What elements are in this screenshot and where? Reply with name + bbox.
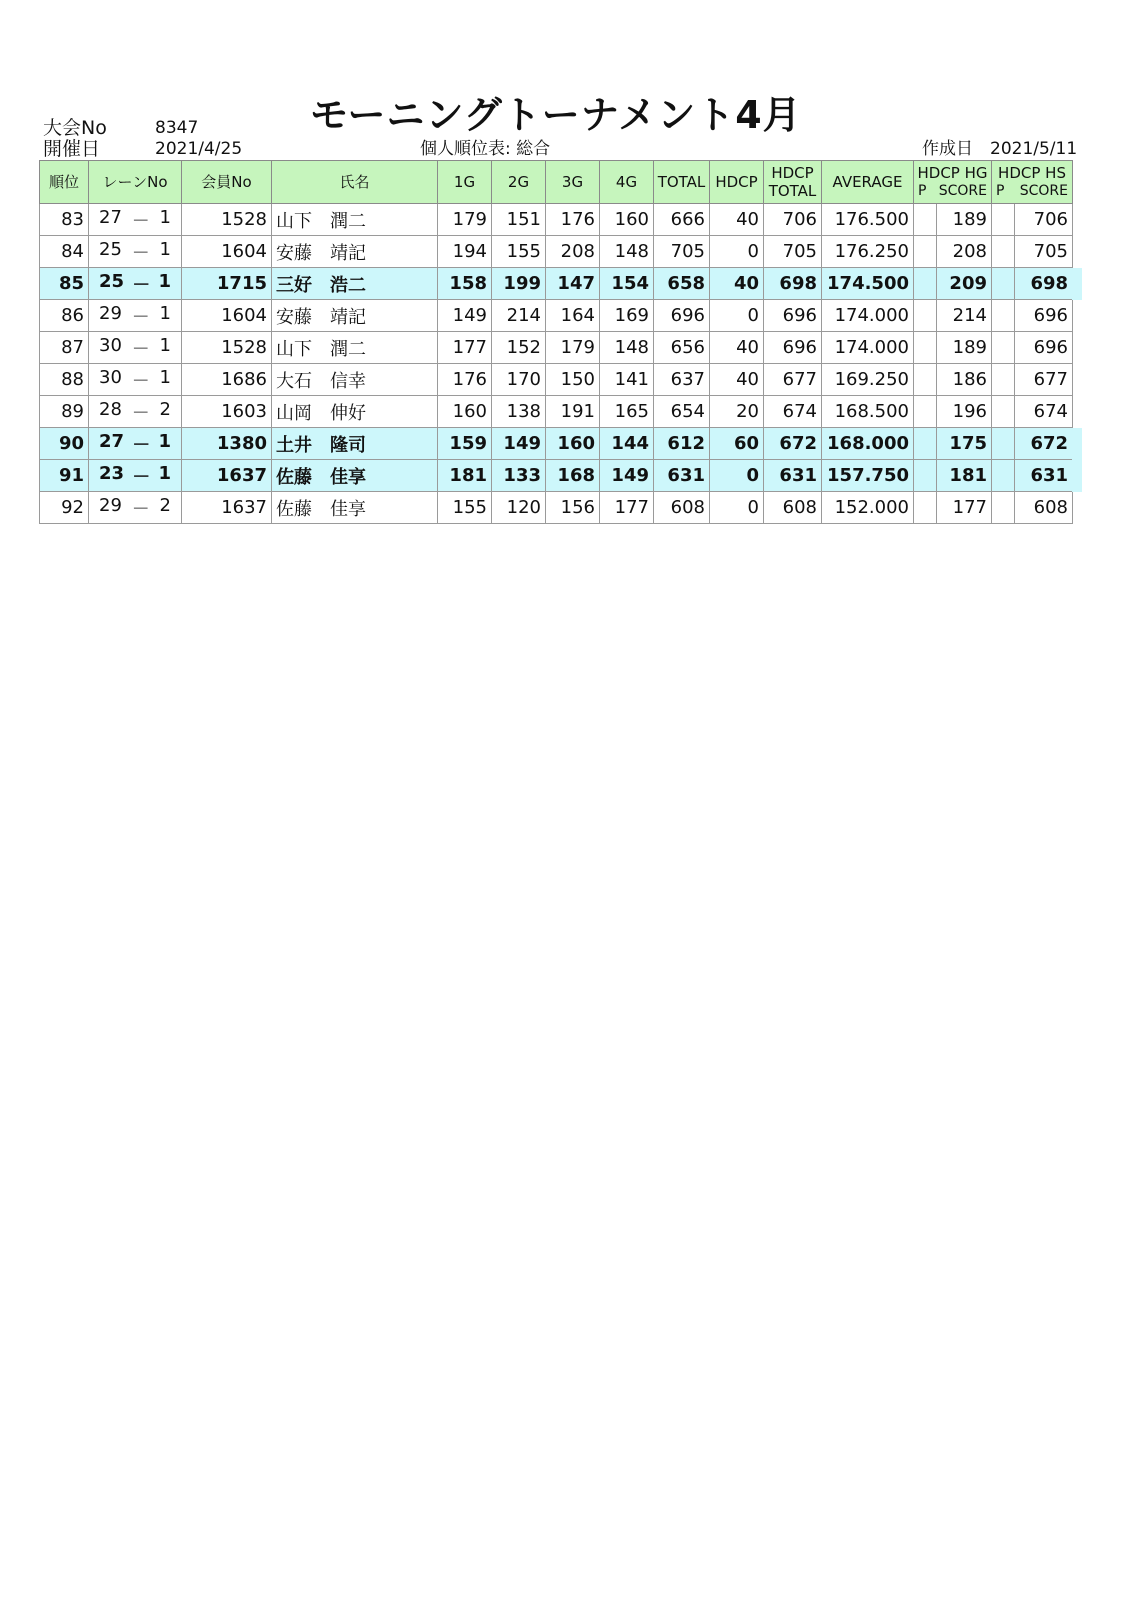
game3-cell: 156 [546, 492, 600, 524]
game2-cell: 214 [492, 300, 546, 332]
member-no-cell: 1686 [182, 364, 272, 396]
lane-separator: － [132, 274, 151, 296]
hg-score-cell: 181 [937, 460, 992, 492]
col-2g: 2G [492, 161, 546, 204]
col-hdcp-hg-top: HDCP HG [917, 164, 988, 182]
rank-cell: 86 [40, 300, 89, 332]
lane-position: 1 [159, 366, 171, 388]
player-name-cell: 安藤 靖記 [272, 300, 438, 332]
lane-position: 1 [159, 334, 171, 356]
player-name-cell: 佐藤 佳享 [272, 460, 438, 492]
lane-position: 1 [158, 462, 171, 484]
game3-cell: 150 [546, 364, 600, 396]
game3-cell: 179 [546, 332, 600, 364]
game2-cell: 149 [492, 428, 546, 460]
rank-cell: 90 [40, 428, 89, 460]
lane-number: 25 [99, 238, 122, 260]
col-rank: 順位 [40, 161, 89, 204]
member-no-cell: 1715 [182, 268, 272, 300]
hg-p-cell [914, 268, 937, 300]
rank-cell: 85 [40, 268, 89, 300]
game2-cell: 138 [492, 396, 546, 428]
game4-cell: 144 [600, 428, 654, 460]
date-label: 開催日 [43, 138, 101, 160]
rank-cell: 92 [40, 492, 89, 524]
col-hdcp-hs [992, 161, 1073, 204]
highlight-band [1072, 428, 1082, 460]
col-hdcp-total-line1: HDCP [771, 164, 814, 182]
hg-score-cell: 177 [937, 492, 992, 524]
hdcp-total-cell: 706 [764, 204, 822, 236]
game3-cell: 164 [546, 300, 600, 332]
hdcp-cell: 0 [710, 492, 764, 524]
hg-score-cell: 196 [937, 396, 992, 428]
game4-cell: 154 [600, 268, 654, 300]
event-date: 2021/4/25 [155, 139, 243, 159]
hs-score-cell: 608 [1015, 492, 1073, 524]
lane-separator: － [131, 338, 150, 360]
table-row [40, 492, 1073, 524]
hs-score-cell: 696 [1015, 332, 1073, 364]
hdcp-cell: 0 [710, 300, 764, 332]
table-row [40, 460, 1073, 492]
hg-score-cell: 189 [937, 332, 992, 364]
col-hdcp-hs-top: HDCP HS [998, 164, 1066, 182]
game3-cell: 168 [546, 460, 600, 492]
ranking-table [39, 160, 1073, 524]
hdcp-total-cell: 674 [764, 396, 822, 428]
member-no-cell: 1604 [182, 300, 272, 332]
game1-cell: 179 [438, 204, 492, 236]
col-member: 会員No [182, 161, 272, 204]
hdcp-total-cell: 705 [764, 236, 822, 268]
average-cell: 157.750 [822, 460, 914, 492]
col-hdcp-hs-score: SCORE [1019, 183, 1069, 199]
hs-score-cell: 631 [1015, 460, 1073, 492]
hg-p-cell [914, 236, 937, 268]
col-1g: 1G [438, 161, 492, 204]
lane-cell [89, 492, 182, 524]
game3-cell: 208 [546, 236, 600, 268]
lane-position: 2 [159, 494, 171, 516]
member-no-cell: 1528 [182, 332, 272, 364]
game4-cell: 149 [600, 460, 654, 492]
table-header-row [40, 161, 1073, 204]
lane-position: 1 [158, 430, 171, 452]
player-name-cell: 山下 潤二 [272, 332, 438, 364]
hg-score-cell: 214 [937, 300, 992, 332]
average-cell: 176.500 [822, 204, 914, 236]
hs-p-cell [992, 396, 1015, 428]
col-lane: レーンNo [89, 161, 182, 204]
col-hdcp-total [764, 161, 822, 204]
game3-cell: 160 [546, 428, 600, 460]
hs-p-cell [992, 332, 1015, 364]
lane-cell [89, 364, 182, 396]
lane-cell [89, 396, 182, 428]
lane-separator: － [131, 498, 150, 520]
game1-cell: 177 [438, 332, 492, 364]
hdcp-total-cell: 608 [764, 492, 822, 524]
total-cell: 658 [654, 268, 710, 300]
lane-cell [89, 332, 182, 364]
col-hdcp-hg-p: P [918, 183, 927, 199]
player-name-cell: 三好 浩二 [272, 268, 438, 300]
rank-cell: 91 [40, 460, 89, 492]
lane-number: 27 [99, 430, 125, 452]
total-cell: 696 [654, 300, 710, 332]
lane-separator: － [131, 402, 150, 424]
hs-score-cell: 698 [1015, 268, 1073, 300]
hg-p-cell [914, 204, 937, 236]
average-cell: 152.000 [822, 492, 914, 524]
report-type: 個人順位表: 総合 [420, 139, 551, 159]
hg-p-cell [914, 492, 937, 524]
game4-cell: 177 [600, 492, 654, 524]
table-row [40, 428, 1073, 460]
rank-cell: 88 [40, 364, 89, 396]
table-row [40, 236, 1073, 268]
game2-cell: 120 [492, 492, 546, 524]
lane-separator: － [131, 306, 150, 328]
lane-number: 23 [99, 462, 125, 484]
hg-p-cell [914, 300, 937, 332]
created-label: 作成日 [922, 139, 973, 159]
game2-cell: 170 [492, 364, 546, 396]
col-hdcp-total-line2: TOTAL [768, 182, 817, 200]
average-cell: 174.500 [822, 268, 914, 300]
hdcp-cell: 40 [710, 268, 764, 300]
hdcp-cell: 60 [710, 428, 764, 460]
total-cell: 666 [654, 204, 710, 236]
game4-cell: 169 [600, 300, 654, 332]
hs-p-cell [992, 460, 1015, 492]
hdcp-total-cell: 672 [764, 428, 822, 460]
rank-cell: 84 [40, 236, 89, 268]
lane-position: 2 [159, 398, 171, 420]
hg-score-cell: 175 [937, 428, 992, 460]
table-row [40, 268, 1073, 300]
hs-score-cell: 672 [1015, 428, 1073, 460]
lane-separator: － [131, 210, 150, 232]
lane-cell [89, 428, 182, 460]
col-hdcp-hg [914, 161, 992, 204]
rank-cell: 83 [40, 204, 89, 236]
table-row [40, 396, 1073, 428]
hg-p-cell [914, 428, 937, 460]
game2-cell: 133 [492, 460, 546, 492]
total-cell: 705 [654, 236, 710, 268]
col-hdcp-hs-p: P [996, 183, 1005, 199]
player-name-cell: 安藤 靖記 [272, 236, 438, 268]
lane-cell [89, 268, 182, 300]
highlight-band [1072, 268, 1082, 300]
hs-score-cell: 706 [1015, 204, 1073, 236]
player-name-cell: 山下 潤二 [272, 204, 438, 236]
game3-cell: 176 [546, 204, 600, 236]
hdcp-cell: 0 [710, 460, 764, 492]
hdcp-cell: 40 [710, 332, 764, 364]
hg-p-cell [914, 396, 937, 428]
game3-cell: 147 [546, 268, 600, 300]
member-no-cell: 1604 [182, 236, 272, 268]
hdcp-cell: 40 [710, 364, 764, 396]
hg-score-cell: 209 [937, 268, 992, 300]
game2-cell: 152 [492, 332, 546, 364]
game4-cell: 160 [600, 204, 654, 236]
lane-number: 30 [99, 366, 122, 388]
game1-cell: 160 [438, 396, 492, 428]
average-cell: 176.250 [822, 236, 914, 268]
lane-number: 29 [99, 302, 122, 324]
hdcp-total-cell: 631 [764, 460, 822, 492]
lane-position: 1 [159, 302, 171, 324]
lane-separator: － [132, 466, 151, 488]
hdcp-cell: 0 [710, 236, 764, 268]
lane-separator: － [131, 370, 150, 392]
col-total: TOTAL [654, 161, 710, 204]
total-cell: 612 [654, 428, 710, 460]
hs-p-cell [992, 300, 1015, 332]
game4-cell: 141 [600, 364, 654, 396]
hs-score-cell: 677 [1015, 364, 1073, 396]
hg-score-cell: 186 [937, 364, 992, 396]
total-cell: 656 [654, 332, 710, 364]
col-average: AVERAGE [822, 161, 914, 204]
game1-cell: 158 [438, 268, 492, 300]
hg-p-cell [914, 460, 937, 492]
member-no-cell: 1603 [182, 396, 272, 428]
lane-position: 1 [159, 206, 171, 228]
hg-score-cell: 208 [937, 236, 992, 268]
game3-cell: 191 [546, 396, 600, 428]
created-date: 2021/5/11 [990, 139, 1078, 159]
average-cell: 168.500 [822, 396, 914, 428]
col-hdcp: HDCP [710, 161, 764, 204]
hs-p-cell [992, 236, 1015, 268]
game4-cell: 148 [600, 332, 654, 364]
game4-cell: 165 [600, 396, 654, 428]
game2-cell: 155 [492, 236, 546, 268]
col-name: 氏名 [272, 161, 438, 204]
hdcp-cell: 20 [710, 396, 764, 428]
hdcp-total-cell: 696 [764, 332, 822, 364]
col-4g: 4G [600, 161, 654, 204]
hs-score-cell: 674 [1015, 396, 1073, 428]
game2-cell: 199 [492, 268, 546, 300]
highlight-band [1072, 460, 1082, 492]
hdcp-total-cell: 696 [764, 300, 822, 332]
hs-p-cell [992, 364, 1015, 396]
col-3g: 3G [546, 161, 600, 204]
hdcp-total-cell: 698 [764, 268, 822, 300]
hg-p-cell [914, 364, 937, 396]
lane-number: 27 [99, 206, 122, 228]
game1-cell: 149 [438, 300, 492, 332]
player-name-cell: 土井 隆司 [272, 428, 438, 460]
rank-cell: 87 [40, 332, 89, 364]
game1-cell: 181 [438, 460, 492, 492]
hs-p-cell [992, 492, 1015, 524]
hdcp-total-cell: 677 [764, 364, 822, 396]
hs-p-cell [992, 268, 1015, 300]
lane-number: 25 [99, 270, 125, 292]
rank-cell: 89 [40, 396, 89, 428]
lane-separator: － [131, 242, 150, 264]
player-name-cell: 佐藤 佳享 [272, 492, 438, 524]
member-no-cell: 1380 [182, 428, 272, 460]
member-no-cell: 1637 [182, 492, 272, 524]
lane-separator: － [132, 434, 151, 456]
member-no-cell: 1528 [182, 204, 272, 236]
hs-p-cell [992, 428, 1015, 460]
lane-cell [89, 300, 182, 332]
player-name-cell: 山岡 伸好 [272, 396, 438, 428]
member-no-cell: 1637 [182, 460, 272, 492]
lane-cell [89, 460, 182, 492]
hdcp-cell: 40 [710, 204, 764, 236]
total-cell: 637 [654, 364, 710, 396]
lane-cell [89, 204, 182, 236]
game1-cell: 155 [438, 492, 492, 524]
lane-position: 1 [159, 238, 171, 260]
total-cell: 631 [654, 460, 710, 492]
game4-cell: 148 [600, 236, 654, 268]
page-title: モーニングトーナメント4月 [310, 93, 802, 137]
game2-cell: 151 [492, 204, 546, 236]
table-row [40, 364, 1073, 396]
table-row [40, 300, 1073, 332]
average-cell: 168.000 [822, 428, 914, 460]
hs-p-cell [992, 204, 1015, 236]
total-cell: 654 [654, 396, 710, 428]
tournament-no: 8347 [155, 118, 199, 138]
hg-p-cell [914, 332, 937, 364]
hg-score-cell: 189 [937, 204, 992, 236]
average-cell: 174.000 [822, 332, 914, 364]
lane-number: 30 [99, 334, 122, 356]
game1-cell: 176 [438, 364, 492, 396]
average-cell: 169.250 [822, 364, 914, 396]
lane-position: 1 [158, 270, 171, 292]
col-hdcp-hg-score: SCORE [938, 183, 987, 199]
lane-cell [89, 236, 182, 268]
table-row [40, 204, 1073, 236]
total-cell: 608 [654, 492, 710, 524]
lane-number: 28 [99, 398, 122, 420]
hs-score-cell: 696 [1015, 300, 1073, 332]
average-cell: 174.000 [822, 300, 914, 332]
table-row [40, 332, 1073, 364]
game1-cell: 194 [438, 236, 492, 268]
player-name-cell: 大石 信幸 [272, 364, 438, 396]
tournament-no-label: 大会No [43, 117, 107, 139]
hs-score-cell: 705 [1015, 236, 1073, 268]
lane-number: 29 [99, 494, 122, 516]
game1-cell: 159 [438, 428, 492, 460]
